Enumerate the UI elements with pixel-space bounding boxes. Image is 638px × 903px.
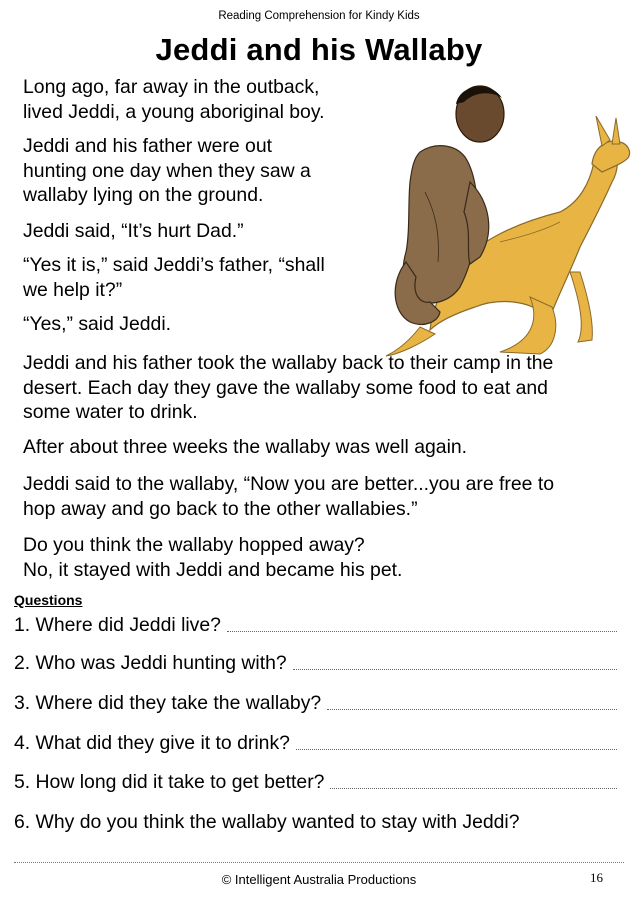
- story-paragraph-8: [23, 472, 623, 521]
- story-line: hunting one day when they saw a: [23, 159, 311, 182]
- story-line: “Yes it is,” said Jeddi’s father, “shall: [23, 254, 325, 276]
- questions-heading: Questions: [14, 592, 83, 608]
- story-line: Jeddi and his father took the wallaby back to their camp in the: [23, 352, 554, 374]
- story-paragraph-7: After about three weeks the wallaby was well again.: [23, 436, 468, 458]
- question-row: [14, 651, 617, 675]
- question-row: [14, 691, 617, 715]
- answer-line[interactable]: [227, 630, 617, 632]
- story-line: Do you think the wallaby hopped away?: [23, 534, 365, 556]
- question-row: [14, 731, 617, 755]
- copyright-notice: © Intelligent Australia Productions: [221, 872, 417, 887]
- boy-and-wallaby-illustration: [380, 72, 638, 362]
- answer-line[interactable]: [327, 708, 617, 710]
- question-row: [14, 613, 617, 637]
- story-line: we help it?”: [23, 278, 123, 301]
- story-line: No, it stayed with Jeddi and became his pet.: [23, 558, 403, 581]
- question-text: 6. Why do you think the wallaby wanted to stay with Jeddi?: [14, 811, 520, 833]
- answer-line[interactable]: [296, 748, 617, 750]
- story-line: hop away and go back to the other wallabies.”: [23, 497, 418, 520]
- question-text: 2. Who was Jeddi hunting with?: [14, 652, 287, 674]
- page-title: Jeddi and his Wallaby: [155, 32, 483, 67]
- page-header: Reading Comprehension for Kindy Kids: [218, 10, 420, 22]
- story-line: some water to drink.: [23, 401, 198, 423]
- page-number: 16: [590, 870, 603, 885]
- story-paragraph-5: “Yes,” said Jeddi.: [23, 313, 172, 335]
- story-line: Jeddi and his father were out: [23, 135, 273, 157]
- story-paragraph-9: [23, 533, 623, 582]
- story-line: Long ago, far away in the outback,: [23, 76, 320, 98]
- answer-line[interactable]: [330, 787, 617, 789]
- question-text: 4. What did they give it to drink?: [14, 732, 290, 754]
- story-line: wallaby lying on the ground.: [23, 184, 264, 206]
- story-paragraph-2: [23, 134, 368, 208]
- answer-line[interactable]: [293, 668, 617, 670]
- story-line: desert. Each day they gave the wallaby some food to eat and: [23, 376, 548, 399]
- story-paragraph-4: [23, 253, 368, 302]
- question-row: [14, 810, 617, 834]
- story-line: Jeddi said to the wallaby, “Now you are better...you are free to: [23, 473, 555, 495]
- story-line: lived Jeddi, a young aboriginal boy.: [23, 100, 325, 123]
- story-paragraph-6: [23, 351, 623, 425]
- question-text: 3. Where did they take the wallaby?: [14, 692, 322, 714]
- question-text: 1. Where did Jeddi live?: [14, 614, 221, 636]
- footer-divider: [14, 862, 624, 863]
- question-row: [14, 770, 617, 794]
- story-paragraph-1: [23, 75, 368, 124]
- question-text: 5. How long did it take to get better?: [14, 771, 325, 793]
- story-paragraph-3: Jeddi said, “It’s hurt Dad.”: [23, 220, 244, 242]
